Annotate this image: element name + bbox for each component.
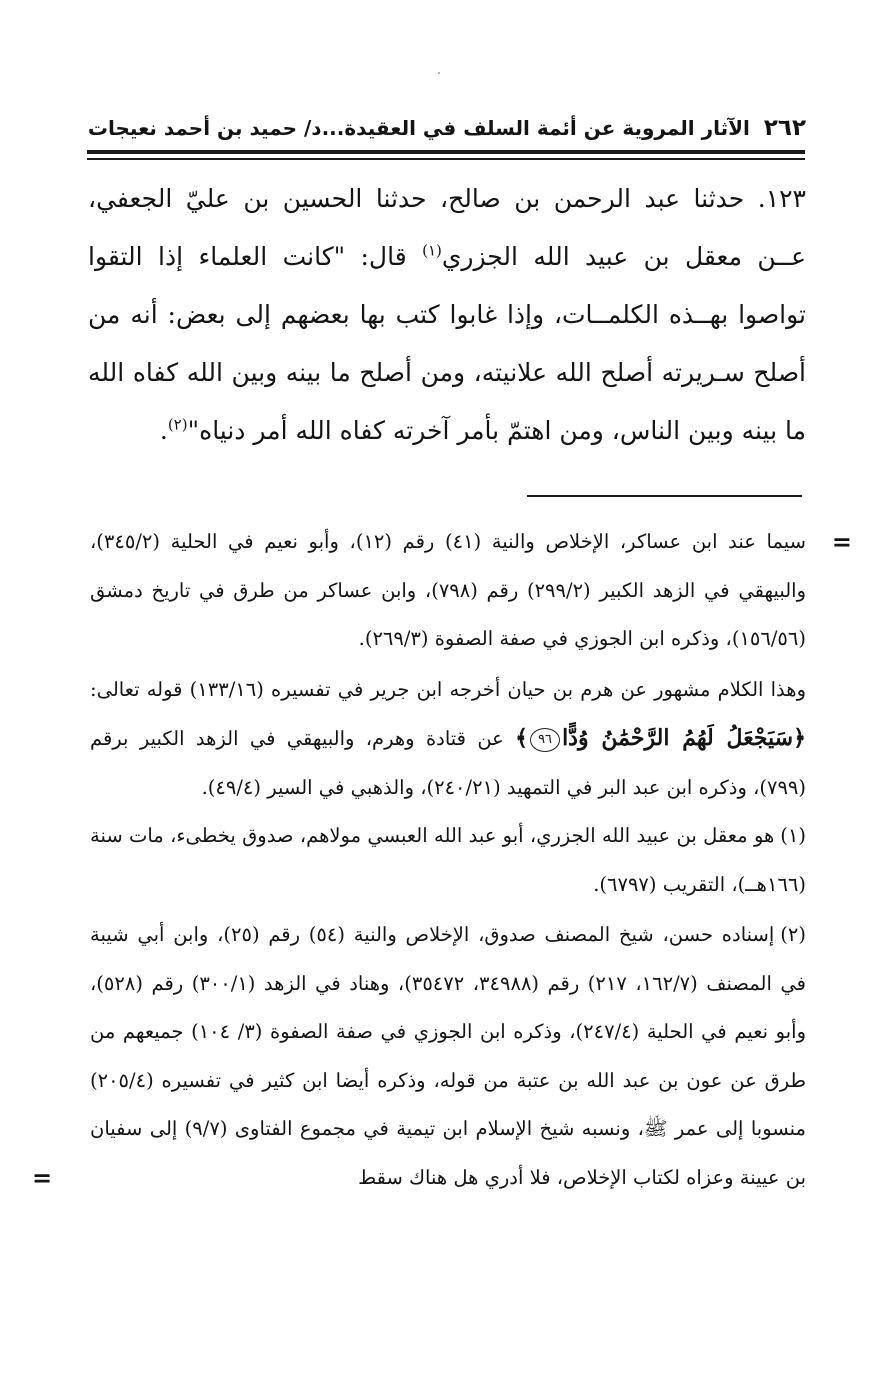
footnote-ref-1: (١) [422, 241, 442, 260]
narration-middle: قال: "كانت العلماء إذا التقوا تواصوا بهــذه الكلمــات، وإذا غابوا كتب بها بعضهم إلى بعض: أنه من أصلح سـريرته أصلح الله علانيته، ومن أصلح ما بينه وبين الله كفاه الله ما بينه وبين الناس، ومن اهتمّ بأمر آخرته كفاه الله أمر دنياه" [88, 242, 806, 445]
footnotes-section [32, 518, 852, 1204]
footnote-1-number: (١) [780, 824, 806, 847]
quran-after-text: عن قتادة وهرم، والبيهقي في الزهد الكبير برقم (٧٩٩)، وذكره ابن عبد البر في التمهيد (٢٤٠/٢١)، والذهبي في السير (٤٩/٤). [90, 727, 806, 799]
footnote-2-number: (٢) [780, 923, 806, 946]
narration-text [88, 170, 806, 460]
footnote-separator [527, 495, 802, 497]
quran-verse: ﴿سَيَجْعَلُ لَهُمُ الرَّحْمَٰنُ وُدًّا [562, 725, 806, 751]
ayah-number-marker: ٩٦ [530, 728, 560, 752]
header-rule-thick [87, 150, 805, 154]
verse-close-bracket: ﴾ [515, 725, 529, 751]
footnote-1 [90, 812, 806, 909]
footnote-2 [32, 911, 806, 1202]
narration-lead: ١٢٣. حدثنا عبد الرحمن بن صالح، حدثنا الحسين بن عليّ الجعفي، عــن معقل بن عبيد الله الجزري [88, 184, 807, 271]
page-header [87, 110, 806, 146]
continued-mark: = [32, 1162, 53, 1192]
footnote-carryover [90, 518, 852, 664]
page-number: ٢٦٢ [763, 115, 806, 141]
quran-before-text: وهذا الكلام مشهور عن هرم بن حيان أخرجه ابن جرير في تفسيره (١٣٣/١٦) قوله تعالى: [90, 677, 806, 701]
narration-paragraph [88, 170, 806, 460]
footnote-2-text: إسناده حسن، شيخ المصنف صدوق، الإخلاص والنية (٥٤) رقم (٢٥)، وابن أبي شيبة في المصنف (١٦٢/٧، ٢١٧) رقم (٣٤٩٨٨، ٣٥٤٧٢)، وهناد في الزهد (٣٠٠/١) رقم (٥٢٨)، وأبو نعيم في الحلية (٢٤٧/٤)، وذكره ابن الجوزي في صفة الصفوة (٣/ ١٠٤) جميعهم من طرق عن عون بن عبد الله بن عتبة من قوله، وذكره أيضا ابن كثير في تفسيره (٢٠٥/٤) منسوبا إلى عمر ﷺ، ونسبه شيخ الإسلام ابن تيمية في مجموع الفتاوى (٩/٧) إلى سفيان بن عيينة وعزاه لكتاب الإخلاص، فلا أدري هل هناك سقط [90, 923, 806, 1189]
narration-end: . [159, 416, 168, 445]
scan-speck [438, 72, 440, 74]
footnote-ref-2: (٢) [167, 415, 188, 434]
header-rule-thin [87, 158, 805, 160]
footnote-1-text: هو معقل بن عبيد الله الجزري، أبو عبد الله العبسي مولاهم، صدوق يخطىء، مات سنة (١٦٦هــ)، التقريب (٦٧٩٧). [90, 824, 806, 896]
continuation-mark: = [831, 527, 852, 556]
footnote-quran-note [90, 666, 806, 813]
running-title: الآثار المروية عن أئمة السلف في العقيدة...د/ حميد بن أحمد نعيجات [87, 116, 750, 140]
carryover-text: سيما عند ابن عساكر، الإخلاص والنية (٤١) رقم (١٢)، وأبو نعيم في الحلية (٣٤٥/٢)، والبيهقي في الزهد الكبير (٢٩٩/٢) رقم (٧٩٨)، وابن عساكر من طرق في تاريخ دمشق (١٥٦/٥٦)، وذكره ابن الجوزي في صفة الصفوة (٢٦٩/٣). [90, 530, 806, 650]
